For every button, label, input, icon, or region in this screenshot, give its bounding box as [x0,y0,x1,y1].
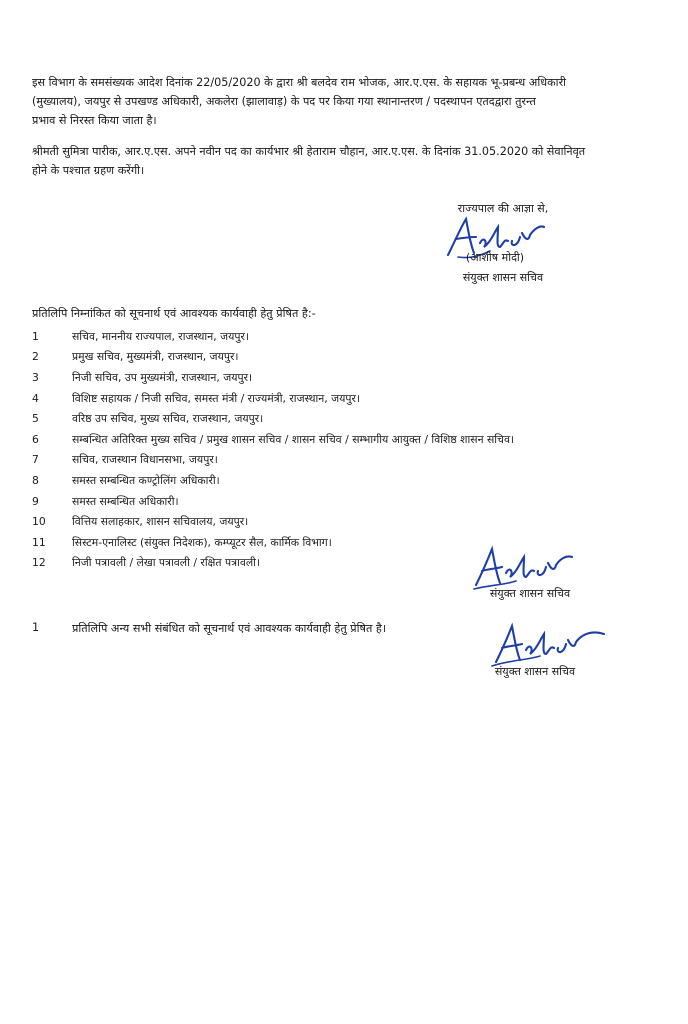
list-item [32,388,652,409]
list-item [32,511,652,532]
list-item [32,408,652,429]
list-item [32,347,652,368]
item-text: सम्बन्धित अतिरिक्त मुख्य सचिव / प्रमुख शासन सचिव / शासन सचिव / सम्भागीय आयुक्त / विशिष्ठ शासन सचिव। [72,432,515,446]
item-text: विशिष्ट सहायक / निजी सचिव, समस्त मंत्री / राज्यमंत्री, राजस्थान, जयपुर। [72,391,361,405]
list-item [32,491,652,512]
list-item [32,326,652,347]
signatory-name-block [430,250,560,265]
item-text: प्रमुख सचिव, मुख्यमंत्री, राजस्थान, जयपुर। [72,350,239,364]
list-item [32,429,652,450]
item-text: समस्त सम्बन्धित कण्ट्रोलिंग अधिकारी। [72,473,220,487]
copy-heading: प्रतिलिपि निम्नांकित को सूचनार्थ एवं आवश्यक कार्यवाही हेतु प्रेषित है:- [32,307,316,320]
item-number: 4 [32,391,39,405]
order-paragraph-1 [32,73,644,130]
item-text: निजी पत्रावली / लेखा पत्रावली / रक्षित पत्रावली। [72,556,261,570]
designation: संयुक्त शासन सचिव [489,587,571,600]
item-number: 3 [32,370,39,384]
paragraph-line: श्रीमती सुमित्रा पारीक, आर.ए.एस. अपने नवीन पद का कार्यभार श्री हेताराम चौहान, आर.ए.एस. के दिनांक 31.05.2020 को सेवानिवृत [32,145,586,158]
order-paragraph-2 [32,142,644,180]
item-number: 1 [32,621,40,634]
designation: संयुक्त शासन सचिव [462,271,544,284]
item-number: 11 [32,535,46,549]
item-text: वरिष्ठ उप सचिव, मुख्य सचिव, राजस्थान, जयपुर। [72,412,264,426]
designation: संयुक्त शासन सचिव [494,665,576,678]
copy-recipient-list [32,326,652,573]
item-number: 8 [32,473,39,487]
copy-note [32,621,386,636]
list-item [32,470,652,491]
item-text: सचिव, माननीय राज्यपाल, राजस्थान, जयपुर। [72,329,249,343]
list-item [32,367,652,388]
item-text: समस्त सम्बन्धित अधिकारी। [72,494,179,508]
item-number: 12 [32,556,46,570]
item-number: 10 [32,515,46,529]
item-number: 5 [32,412,39,426]
list-item [32,450,652,471]
item-number: 2 [32,350,39,364]
item-text: सचिव, राजस्थान विधानसभा, जयपुर। [72,453,218,467]
item-number: 7 [32,453,39,467]
item-number: 9 [32,494,39,508]
designation-block [418,270,588,285]
paragraph-line: होने के पश्चात ग्रहण करेंगी। [32,164,145,177]
item-text: वित्तिय सलाहकार, शासन सचिवालय, जयपुर। [72,515,249,529]
by-order-text: राज्यपाल की आज्ञा से, [457,202,549,215]
paragraph-line: प्रभाव से निरस्त किया जाता है। [32,114,157,127]
signature-3 [490,622,610,670]
designation-block [465,664,605,679]
item-number: 6 [32,432,39,446]
paragraph-line: (मुख्यालय), जयपुर से उपखण्ड अधिकारी, अकलेरा (झालावाड़) के पद पर किया गया स्थानान्तरण / पदस्थापन एतदद्वारा तुरन्त [32,95,536,108]
item-text: सिस्टम-एनालिस्ट (संयुक्त निदेशक), कम्प्यूटर सैल, कार्मिक विभाग। [72,535,332,549]
item-text: निजी सचिव, उप मुख्यमंत्री, राजस्थान, जयपुर। [72,370,253,384]
item-number: 1 [32,329,39,343]
paragraph-line: इस विभाग के समसंख्यक आदेश दिनांक 22/05/2020 के द्वारा श्री बलदेव राम भोजक, आर.ए.एस. के सहायक भू-प्रबन्ध अधिकारी [32,76,567,89]
item-text: प्रतिलिपि अन्य सभी संबंधित को सूचनार्थ एवं आवश्यक कार्यवाही हेतु प्रेषित है। [72,622,387,635]
designation-block [460,586,600,601]
signatory-name: (आशीष मोदी) [465,251,525,264]
